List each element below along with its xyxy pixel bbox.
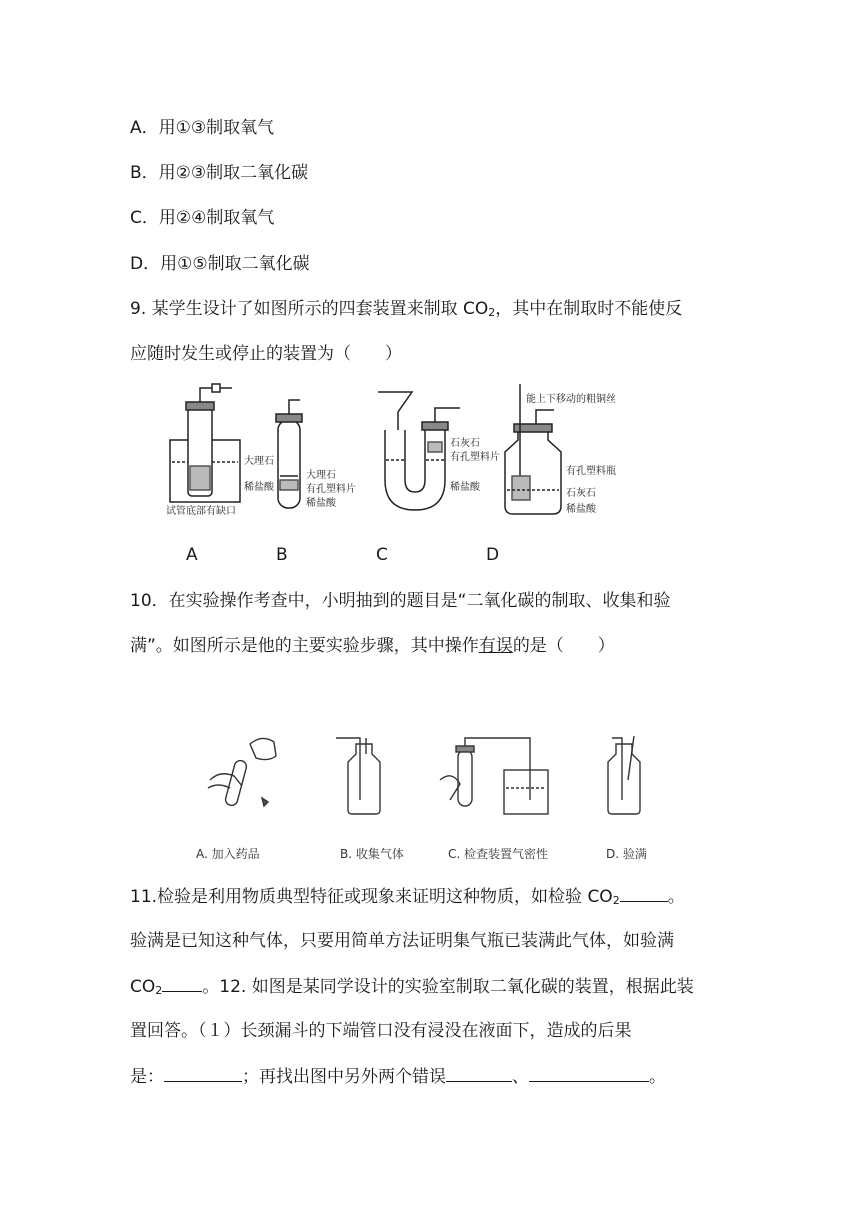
q9-letter-a: A bbox=[186, 545, 198, 565]
fig-c-label-1: 石灰石 bbox=[450, 438, 480, 449]
blank-1[interactable] bbox=[620, 885, 668, 902]
blank-2[interactable] bbox=[162, 975, 202, 992]
option-b: B．用②③制取二氧化碳 bbox=[130, 163, 309, 183]
q11-line1: 11.检验是利用物质典型特征或现象来证明这种物质，如检验 $CO_2$ 。 bbox=[130, 887, 685, 907]
fig-c-label-3: 稀盐酸 bbox=[450, 482, 480, 493]
q10-steps-figure bbox=[190, 730, 670, 870]
q10-line1: 10．在实验操作考查中，小明抽到的题目是“二氧化碳的制取、收集和验 bbox=[130, 591, 671, 611]
q10-caption-c: C. 检查装置气密性 bbox=[448, 847, 549, 861]
q10-caption-d: D. 验满 bbox=[606, 847, 647, 861]
blank-3[interactable] bbox=[164, 1065, 242, 1082]
option-a: A．用①③制取氧气 bbox=[130, 118, 275, 138]
fig-d-label-0: 能上下移动的粗铜丝 bbox=[526, 394, 616, 405]
fig-d-label-1: 有孔塑料瓶 bbox=[566, 466, 616, 477]
fig-a-label-1: 大理石 bbox=[244, 456, 274, 467]
fig-b-label-1: 大理石 bbox=[306, 470, 336, 481]
q9-line2: 应随时发生或停止的装置为（ ） bbox=[130, 344, 402, 364]
fig-d-label-2: 石灰石 bbox=[566, 488, 596, 499]
q9-apparatus-figure bbox=[160, 380, 650, 530]
fig-d-label-3: 稀盐酸 bbox=[566, 504, 596, 515]
q9-letter-c: C bbox=[376, 545, 388, 565]
option-c: C．用②④制取氧气 bbox=[130, 208, 275, 228]
q12-line5: 是： ；再找出图中另外两个错误 、 。 bbox=[130, 1067, 666, 1087]
q11-line3: $CO_2$ 。12. 如图是某同学设计的实验室制取二氧化碳的装置，根据此装 bbox=[130, 977, 694, 997]
q9-letter-b: B bbox=[276, 545, 288, 565]
q10-line2: 满”。如图所示是他的主要实验步骤，其中操作有误的是（ ） bbox=[130, 636, 615, 656]
fig-a-label-2: 稀盐酸 bbox=[244, 482, 274, 493]
fig-b-label-3: 稀盐酸 bbox=[306, 498, 336, 509]
fig-a-label-bottom: 试管底部有缺口 bbox=[166, 506, 236, 517]
blank-5[interactable] bbox=[529, 1065, 649, 1082]
option-d: D．用①⑤制取二氧化碳 bbox=[130, 254, 310, 274]
fig-c-label-2: 有孔塑料片 bbox=[450, 452, 500, 463]
q9-letter-d: D bbox=[486, 545, 500, 565]
q12-line4: 置回答。（１）长颈漏斗的下端管口没有浸没在液面下，造成的后果 bbox=[130, 1021, 632, 1041]
blank-4[interactable] bbox=[446, 1065, 512, 1082]
fig-b-label-2: 有孔塑料片 bbox=[306, 484, 356, 495]
q10-caption-a: A. 加入药品 bbox=[196, 847, 260, 861]
q9-line1: 9. 某学生设计了如图所示的四套装置来制取 $CO_2$，其中在制取时不能使反 bbox=[130, 299, 683, 319]
q10-caption-b: B. 收集气体 bbox=[340, 847, 404, 861]
q11-line2: 验满是已知这种气体，只要用简单方法证明集气瓶已装满此气体，如验满 bbox=[130, 931, 674, 951]
